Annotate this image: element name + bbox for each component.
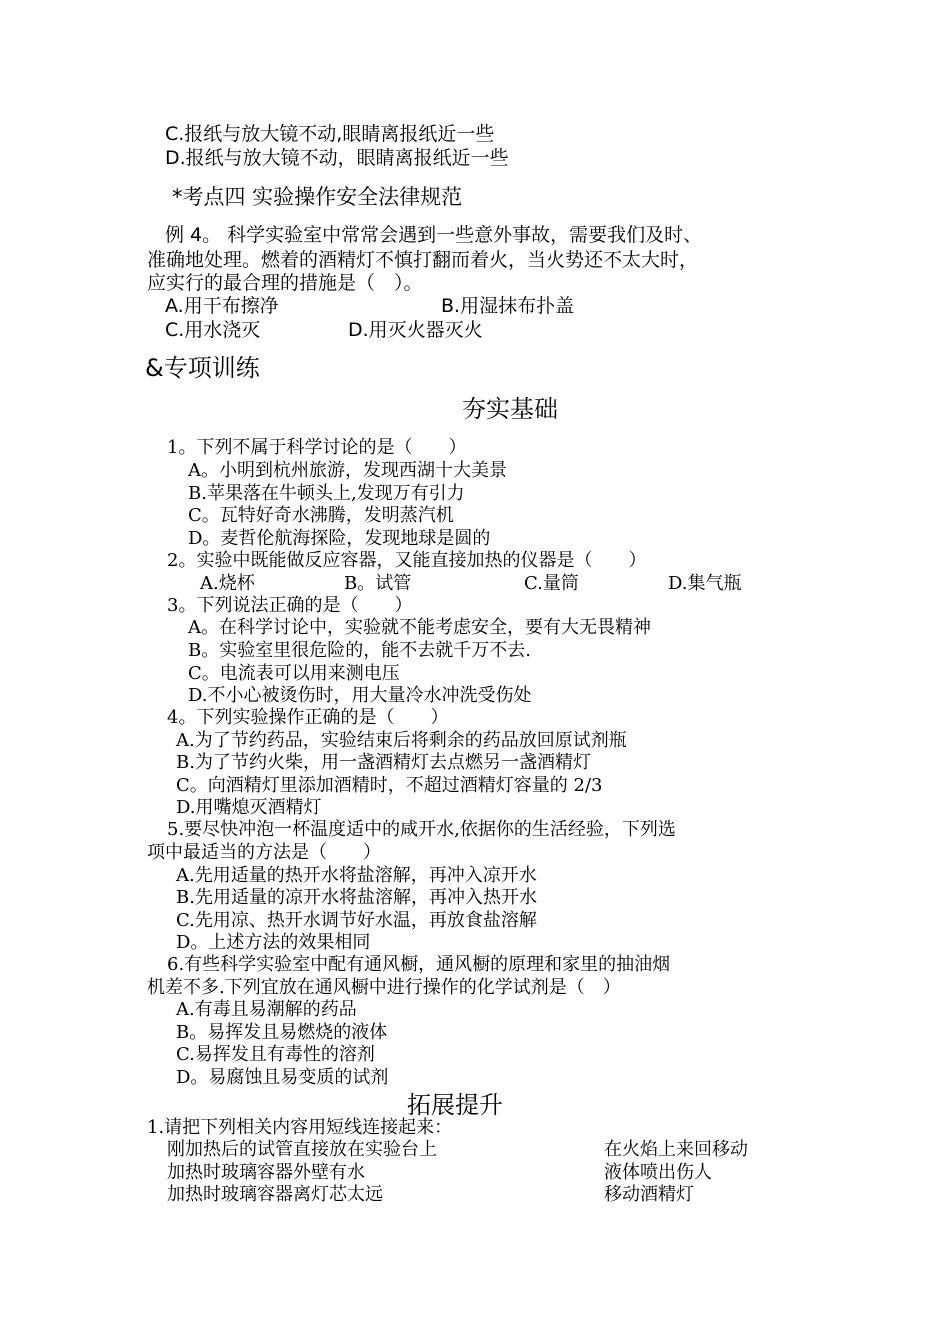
q6-option-c: C.易挥发且有毒性的溶剂 bbox=[176, 1044, 375, 1065]
training-heading: &专项训练 bbox=[145, 354, 260, 382]
q3-stem: 3。下列说法正确的是（ ） bbox=[167, 595, 413, 616]
match-right-item: 移动酒精灯 bbox=[604, 1184, 694, 1205]
q3-option-a: A。在科学讨论中，实验就不能考虑安全，要有大无畏精神 bbox=[188, 617, 651, 638]
match-right-item: 液体喷出伤人 bbox=[604, 1162, 712, 1183]
section-heading-point4: *考点四 实验操作安全法律规范 bbox=[172, 185, 463, 209]
q2-option-c: C.量筒 bbox=[524, 573, 579, 594]
q4-option-a: A.为了节约药品，实验结束后将剩余的药品放回原试剂瓶 bbox=[176, 730, 627, 751]
option-c: C.报纸与放大镜不动,眼睛离报纸近一些 bbox=[165, 123, 495, 145]
example-4-option-c: C.用水浇灭 bbox=[165, 319, 261, 341]
q4-option-b: B.为了节约火柴，用一盏酒精灯去点燃另一盏酒精灯 bbox=[176, 752, 591, 773]
q2-option-a: A.烧杯 bbox=[200, 573, 255, 594]
example-4-option-a: A.用干布擦净 bbox=[165, 295, 279, 317]
example-4-line1: 例 4。 科学实验室中常常会遇到一些意外事故，需要我们及时、 bbox=[165, 224, 703, 246]
extend-title: 拓展提升 bbox=[407, 1091, 503, 1119]
q3-option-d: D.不小心被烫伤时，用大量冷水冲洗受伤处 bbox=[188, 685, 532, 706]
example-4-option-b: B.用湿抹布扑盖 bbox=[441, 295, 575, 317]
q5-option-d: D。上述方法的效果相同 bbox=[176, 932, 371, 953]
q1-option-b: B.苹果落在牛顿头上,发现万有引力 bbox=[188, 483, 465, 504]
match-left-item: 刚加热后的试管直接放在实验台上 bbox=[167, 1139, 437, 1160]
q5-option-b: B.先用适量的凉开水将盐溶解，再冲入热开水 bbox=[176, 887, 537, 908]
q1-option-a: A。小明到杭州旅游，发现西湖十大美景 bbox=[188, 460, 507, 481]
example-4-line2: 准确地处理。燃着的酒精灯不慎打翻而着火，当火势还不太大时， bbox=[147, 249, 699, 271]
q6-option-a: A.有毒且易潮解的药品 bbox=[176, 999, 357, 1020]
q1-option-c: C。瓦特好奇水沸腾，发明蒸汽机 bbox=[188, 505, 454, 526]
q5-option-a: A.先用适量的热开水将盐溶解，再冲入凉开水 bbox=[176, 865, 537, 886]
q4-stem: 4。下列实验操作正确的是（ ） bbox=[167, 707, 449, 728]
q2-option-b: B。试管 bbox=[344, 573, 412, 594]
q3-option-c: C。电流表可以用来测电压 bbox=[188, 663, 400, 684]
q4-option-d: D.用嘴熄灭酒精灯 bbox=[176, 797, 322, 818]
q2-option-d: D.集气瓶 bbox=[668, 573, 742, 594]
q6-stem-line1: 6.有些科学实验室中配有通风橱，通风橱的原理和家里的抽油烟 bbox=[167, 954, 671, 975]
q1-option-d: D。麦哲伦航海探险，发现地球是圆的 bbox=[188, 528, 491, 549]
match-left-item: 加热时玻璃容器离灯芯太远 bbox=[167, 1184, 383, 1205]
q2-stem: 2。实验中既能做反应容器，又能直接加热的仪器是（ ） bbox=[167, 550, 647, 571]
q6-option-d: D。易腐蚀且易变质的试剂 bbox=[176, 1067, 389, 1088]
example-4-option-d: D.用灭火器灭火 bbox=[348, 319, 483, 341]
option-d: D.报纸与放大镜不动，眼睛离报纸近一些 bbox=[165, 147, 509, 169]
q1-stem: 1。下列不属于科学讨论的是（ ） bbox=[167, 437, 467, 458]
q4-option-c: C。向酒精灯里添加酒精时，不超过酒精灯容量的 2/3 bbox=[176, 775, 603, 796]
match-stem: 1.请把下列相关内容用短线连接起来： bbox=[147, 1117, 453, 1138]
basic-title: 夯实基础 bbox=[462, 395, 558, 423]
match-right-item: 在火焰上来回移动 bbox=[604, 1139, 748, 1160]
q5-stem-line2: 项中最适当的方法是（ ） bbox=[147, 842, 381, 863]
q3-option-b: B。实验室里很危险的，能不去就千万不去. bbox=[188, 640, 531, 661]
q5-option-c: C.先用凉、热开水调节好水温，再放食盐溶解 bbox=[176, 910, 537, 931]
q6-option-b: B。易挥发且易燃烧的液体 bbox=[176, 1022, 388, 1043]
match-left-item: 加热时玻璃容器外壁有水 bbox=[167, 1162, 365, 1183]
q6-stem-line2: 机差不多.下列宜放在通风橱中进行操作的化学试剂是（ ） bbox=[147, 977, 621, 998]
q5-stem-line1: 5.要尽快冲泡一杯温度适中的咸开水,依据你的生活经验，下列选 bbox=[167, 819, 676, 840]
example-4-line3: 应实行的最合理的措施是（ ）。 bbox=[147, 272, 423, 294]
